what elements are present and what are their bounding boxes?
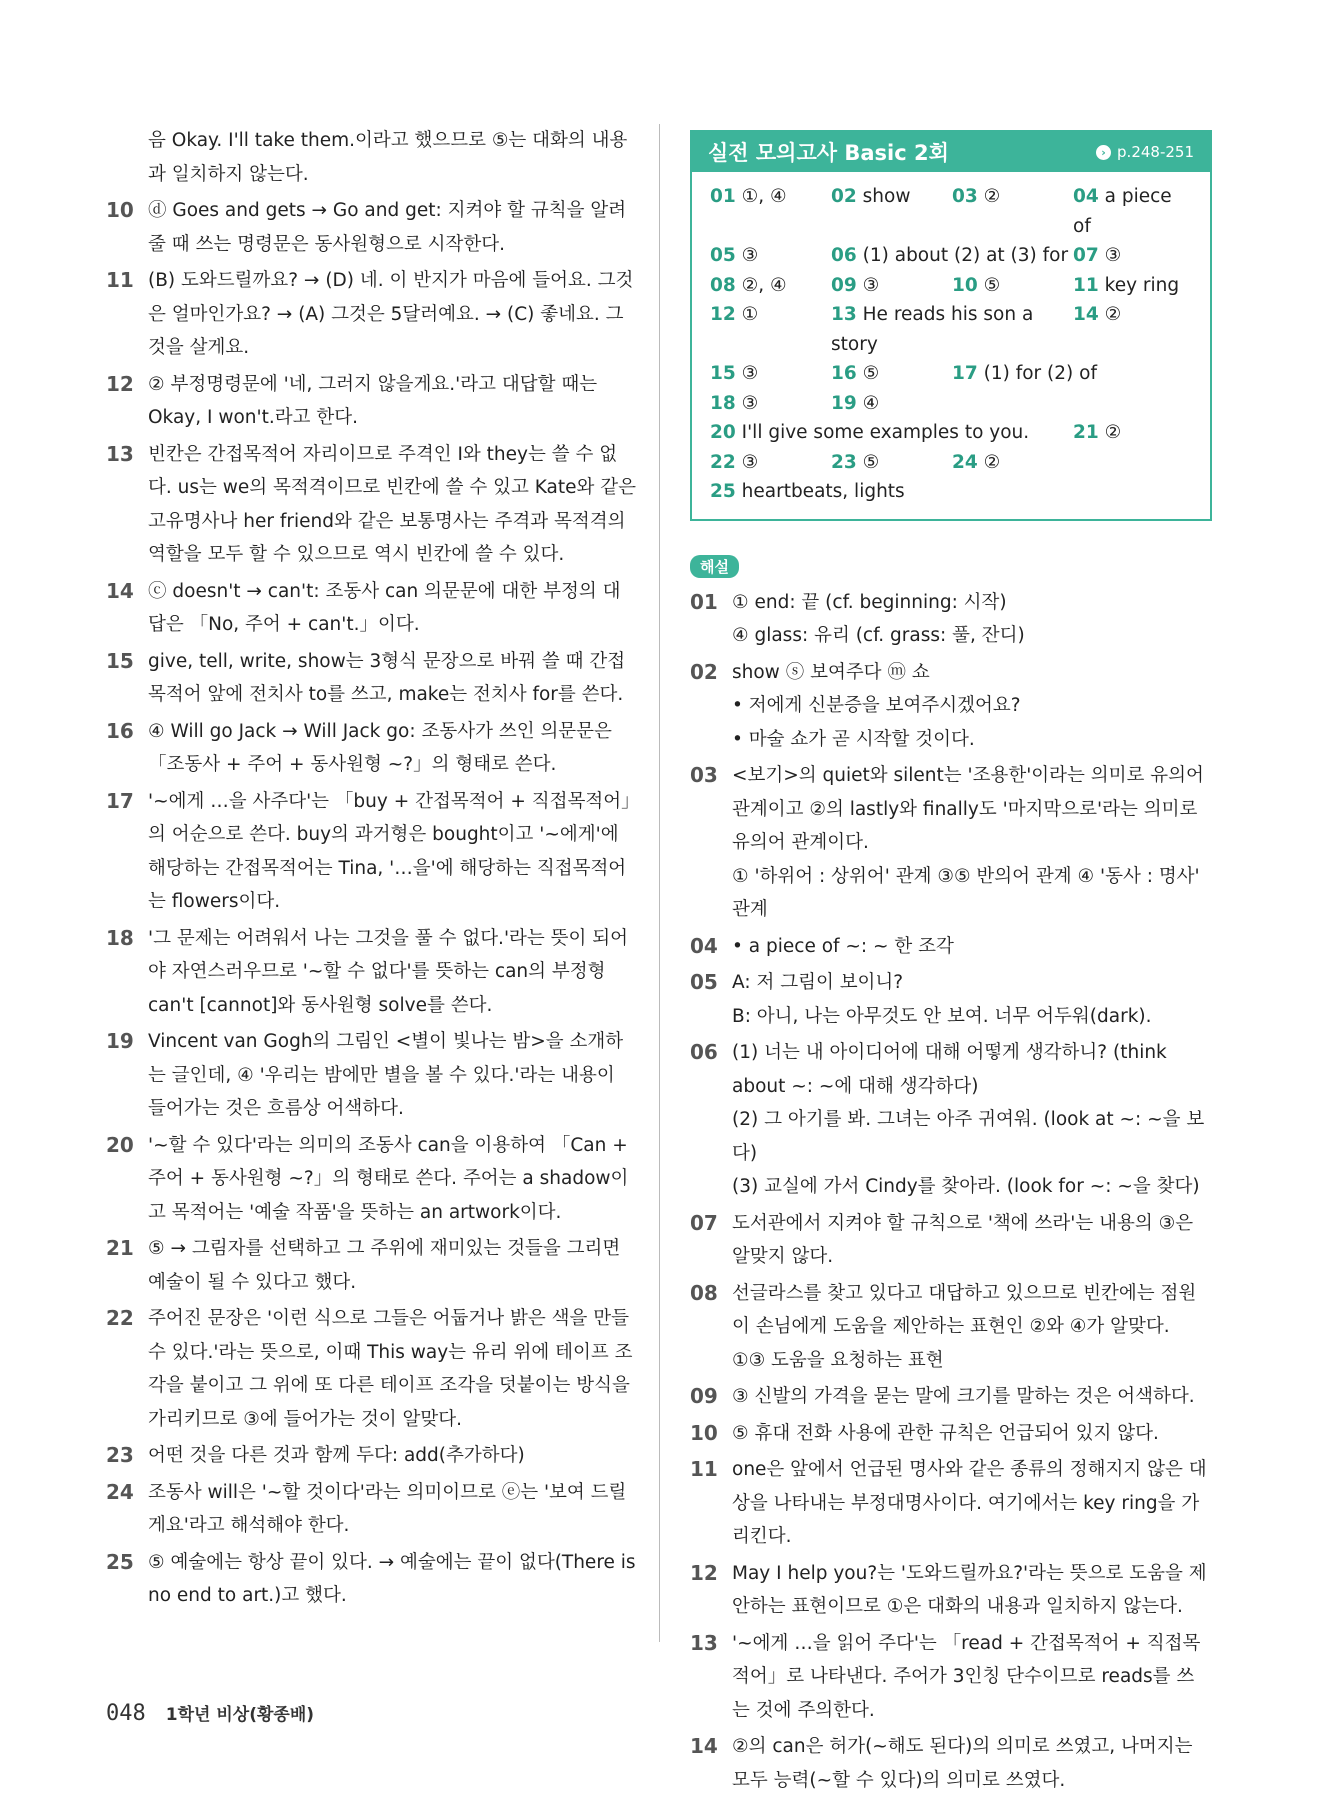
explanation-item [106,785,638,919]
answer-value: ⑤ [862,451,880,473]
item-text: '그 문제는 어려워서 나는 그것을 풀 수 없다.'라는 뜻이 되어야 자연스러우므로 '~할 수 없다'를 뜻하는 can의 부정형 can't [cannot]와 동사원형 solve를 쓴다. [148,927,629,1016]
answer-number: 25 [710,481,736,502]
answer-number: 22 [710,451,736,473]
item-text: <보기>의 quiet와 silent는 '조용한'이라는 의미로 유의어 관계이고 ②의 lastly와 finally도 '마지막으로'라는 의미로 유의어 관계이다. [732,765,1204,853]
item-text: '~에게 …을 읽어 주다'는 「read + 간접목적어 + 직접목적어」로 나타낸다. 주어가 3인칭 단수이므로 reads를 쓰는 것에 주의한다. [732,1632,1201,1721]
answer-cell [710,271,831,301]
answer-cell [831,241,1073,271]
explanation-item [690,1627,1212,1728]
item-number: 21 [106,1236,134,1260]
item-text: ⑤ → 그림자를 선택하고 그 주위에 재미있는 것들을 그리면 예술이 될 수 있다고 했다. [148,1238,621,1293]
item-text: ① end: 끝 (cf. beginning: 시작) [732,591,1007,613]
answer-number: 03 [952,186,978,207]
page-number: 048 [106,1701,146,1726]
answer-cell [710,477,1194,507]
answer-value: ③ [1104,245,1122,266]
answer-value: ③ [862,274,880,296]
explanation-item [690,656,1212,757]
explanation-item [106,575,638,642]
item-text: give, tell, write, show는 3형식 문장으로 바꿔 쓸 때 간접목적어 앞에 전치사 to를 쓰고, make는 전치사 for를 쓴다. [148,650,626,705]
item-number: 16 [106,718,134,743]
answer-number: 20 [710,422,736,443]
explanation-item [106,922,638,1023]
answer-number: 06 [831,245,857,266]
answer-value: ③ [741,451,759,473]
answer-value: ② [1104,422,1122,443]
answer-value: a piece of [1073,186,1172,237]
item-number: 08 [690,1280,718,1305]
explanation-item [106,1546,638,1613]
item-text: ②의 can은 허가(~해도 된다)의 의미로 쓰였고, 나머지는 모두 능력(~할 수 있다)의 의미로 쓰였다. [732,1736,1193,1791]
item-number: 02 [690,659,718,684]
item-text: Vincent van Gogh의 그림인 <별이 빛나는 밤>을 소개하는 글인데, ④ '우리는 밤에만 별을 볼 수 있다.'라는 내용이 들어가는 것은 흐름상 어색하다. [148,1031,624,1119]
answer-value: heartbeats, lights [741,481,905,502]
answer-number: 13 [831,304,857,325]
item-number: 06 [690,1040,718,1064]
item-number: 01 [690,589,718,614]
explanation-item [106,368,638,435]
answer-number: 17 [952,363,978,384]
answer-cell [710,389,831,419]
answer-number: 05 [710,245,736,266]
page-reference-text: p.248-251 [1117,143,1194,161]
answer-cell [831,359,952,389]
answer-value: ⑤ [983,274,1001,296]
page-reference [1096,143,1194,161]
item-number: 22 [106,1306,134,1330]
item-text: ①③ 도움을 요청하는 표현 [732,1349,944,1371]
item-number: 07 [690,1210,718,1235]
answer-number: 15 [710,363,736,384]
answer-box-header [692,132,1210,172]
item-text: ① '하위어 : 상위어' 관계 ③⑤ 반의어 관계 ④ '동사 : 명사' 관계 [732,865,1200,920]
answer-value: ②, ④ [741,274,787,296]
answer-cell [831,300,1073,359]
item-number: 23 [106,1443,134,1467]
item-number: 14 [106,578,134,603]
answer-value: I'll give some examples to you. [741,422,1030,443]
explanation-item [106,264,638,365]
answer-box [690,130,1212,521]
answer-number: 02 [831,186,857,207]
answer-cell [952,271,1073,301]
page-footer [106,1700,314,1726]
arrow-icon: › [1096,145,1111,160]
answer-cell [831,182,952,241]
answer-cell [831,448,952,478]
item-text: ④ glass: 유리 (cf. grass: 풀, 잔디) [732,625,1025,646]
item-text: ⑤ 예술에는 항상 끝이 있다. → 예술에는 끝이 없다(There is no end to art.)고 했다. [148,1551,636,1606]
explanation-item [690,1453,1212,1554]
explanation-item [106,438,638,572]
item-text: May I help you?는 '도와드릴까요?'라는 뜻으로 도움을 제안하는 표현이므로 ①은 대화의 내용과 일치하지 않는다. [732,1562,1207,1617]
answer-value: ② [1104,304,1122,325]
item-text: '~에게 …을 사주다'는 「buy + 간접목적어 + 직접목적어」의 어순으로 쓴다. buy의 과거형은 bought이고 '~에게'에 해당하는 간접목적어는 Tina, '…을'에 해당하는 직접목적어는 flowers이다. [148,790,631,912]
answer-value: He reads his son a story [831,304,1034,355]
item-number: 18 [106,925,134,950]
explanation-item [106,124,638,191]
item-text: ⓒ doesn't → can't: 조동사 can 의문문에 대한 부정의 대답은 「No, 주어 + can't.」이다. [148,580,621,635]
explanation-item [690,586,1212,653]
item-text: 조동사 will은 '~할 것이다'라는 의미이므로 ⓔ는 '보여 드릴게요'라고 해석해야 한다. [148,1481,627,1536]
explanation-item [690,930,1212,964]
item-text: (1) 너는 내 아이디어에 대해 어떻게 생각하니? (think about ~: ~에 대해 생각하다) [732,1042,1167,1097]
item-text: 주어진 문장은 '이런 식으로 그들은 어둡거나 밝은 색을 만들 수 있다.'라는 뜻으로, 이때 This way는 유리 위에 테이프 조각을 붙이고 그 위에 또 다른 테이프 조각을 덧붙이는 방식을 가리키므로 ③에 들어가는 것이 알맞다. [148,1308,633,1430]
answer-value: ④ [862,392,880,414]
answer-cell [710,418,1073,448]
explanation-item [690,1036,1212,1204]
explanation-item [106,1129,638,1230]
answer-cell [710,300,831,359]
item-number: 17 [106,788,134,813]
explanation-item [690,1557,1212,1624]
item-number: 14 [690,1734,718,1758]
answer-value: ①, ④ [741,186,787,207]
item-text: (3) 교실에 가서 Cindy를 찾아라. (look for ~: ~을 찾다) [732,1176,1200,1197]
answer-value: (1) about (2) at (3) for [862,245,1069,266]
answer-grid [692,172,1210,519]
answer-number: 24 [952,451,978,473]
item-number: 11 [690,1457,718,1481]
item-text: ⓓ Goes and gets → Go and get: 지켜야 할 규칙을 알려줄 때 쓰는 명령문은 동사원형으로 시작한다. [148,200,627,255]
right-column [690,130,1212,1800]
item-text: (B) 도와드릴까요? → (D) 네. 이 반지가 마음에 들어요. 그것은 얼마인가요? → (A) 그것은 5달러예요. → (C) 좋네요. 그것을 살게요. [148,270,634,358]
item-text: A: 저 그림이 보이니? [732,972,904,993]
explanation-item [690,1417,1212,1451]
answer-value: ③ [741,392,759,414]
answer-number: 21 [1073,422,1099,443]
item-number: 10 [106,198,134,222]
answer-value: ③ [741,245,759,266]
item-number: 11 [106,268,134,292]
answer-number: 12 [710,304,736,325]
item-number: 10 [690,1420,718,1445]
answer-value: ⑤ [862,363,880,384]
item-number: 20 [106,1132,134,1157]
answer-cell [831,271,952,301]
answer-number: 04 [1073,186,1099,207]
answer-cell [710,241,831,271]
explanation-item [690,1380,1212,1414]
answer-number: 08 [710,274,736,296]
explanation-item [106,1302,638,1436]
item-text: 빈칸은 간접목적어 자리이므로 주격인 I와 they는 쓸 수 없다. us는 we의 목적격이므로 빈칸에 쓸 수 있고 Kate와 같은 고유명사나 her friend와 같은 보통명사는 주격과 목적격의 역할을 모두 할 수 있으므로 역시 빈칸에 쓸 수 있다. [148,443,637,565]
item-text: ④ Will go Jack → Will Jack go: 조동사가 쓰인 의문문은 「조동사 + 주어 + 동사원형 ~?」의 형태로 쓴다. [148,720,612,775]
explanation-item [690,1730,1212,1797]
answer-cell [710,359,831,389]
answer-value: ③ [741,363,759,384]
answer-cell [1073,418,1194,448]
answer-number: 14 [1073,304,1099,325]
explanation-item [690,966,1212,1033]
item-number: 09 [690,1384,718,1408]
explanation-item [106,194,638,261]
answer-number: 11 [1073,274,1099,296]
item-number: 15 [106,648,134,673]
answer-value: ② [983,186,1001,207]
answer-cell [952,359,1194,389]
explanation-item [106,1439,638,1473]
explanation-item [690,1277,1212,1378]
explanation-item [106,1476,638,1543]
answer-cell [1073,182,1194,241]
answer-value: show [862,186,911,207]
explanation-item [106,1025,638,1126]
column-divider [659,124,660,1642]
answer-number: 07 [1073,245,1099,266]
item-text: 음 Okay. I'll take them.이라고 했으므로 ⑤는 대화의 내용과 일치하지 않는다. [148,130,628,185]
item-number: 12 [690,1560,718,1585]
answer-number: 10 [952,274,978,296]
item-number: 19 [106,1029,134,1053]
explanation-label: 해설 [690,555,739,578]
item-text: • 마술 쇼가 곧 시작할 것이다. [732,728,975,750]
item-text: one은 앞에서 언급된 명사와 같은 종류의 정해지지 않은 대상을 나타내는 부정대명사이다. 여기에서는 key ring을 가리킨다. [732,1459,1207,1547]
book-title: 1학년 비상(황종배) [165,1705,315,1725]
answer-cell [1073,241,1194,271]
item-number: 12 [106,371,134,396]
answer-cell [952,182,1073,241]
answer-value: ② [983,451,1001,473]
item-text: B: 아니, 나는 아무것도 안 보여. 너무 어두워(dark). [732,1005,1152,1027]
answer-number: 23 [831,451,857,473]
item-number: 03 [690,763,718,787]
answer-number: 16 [831,363,857,384]
item-number: 24 [106,1479,134,1504]
answer-cell [1073,300,1194,359]
item-text: • a piece of ~: ~ 한 조각 [732,935,954,957]
item-number: 25 [106,1549,134,1574]
explanation-item [690,1207,1212,1274]
answer-cell [831,389,1194,419]
item-text: ③ 신발의 가격을 묻는 말에 크기를 말하는 것은 어색하다. [732,1386,1195,1407]
answer-number: 01 [710,186,736,207]
left-column [106,124,638,1616]
item-text: ⑤ 휴대 전화 사용에 관한 규칙은 언급되어 있지 않다. [732,1422,1159,1444]
explanation-item [106,1232,638,1299]
item-text: ② 부정명령문에 '네, 그러지 않을게요.'라고 대답할 때는 Okay, I won't.라고 한다. [148,373,598,428]
answer-cell [710,448,831,478]
explanation-list [690,586,1212,1798]
answer-cell [1073,271,1194,301]
answer-value: key ring [1104,274,1180,296]
answer-value: ① [741,304,759,325]
answer-number: 19 [831,392,857,414]
item-number: 04 [690,933,718,958]
item-number: 05 [690,970,718,994]
explanation-item [690,759,1212,927]
answer-cell [952,448,1194,478]
item-text: show ⓢ 보여주다 ⓜ 쇼 [732,661,930,683]
item-number: 13 [690,1630,718,1655]
answer-cell [710,182,831,241]
explanation-item [106,645,638,712]
item-text: 선글라스를 찾고 있다고 대답하고 있으므로 빈칸에는 점원이 손님에게 도움을 제안하는 표현인 ②와 ④가 알맞다. [732,1282,1197,1337]
item-text: (2) 그 아기를 봐. 그녀는 아주 귀여워. (look at ~: ~을 보다) [732,1109,1205,1164]
answer-number: 09 [831,274,857,296]
item-text: • 저에게 신분증을 보여주시겠어요? [732,695,1021,716]
answer-number: 18 [710,392,736,414]
answer-box-title: 실전 모의고사 Basic 2회 [708,141,949,165]
item-text: 어떤 것을 다른 것과 함께 두다: add(추가하다) [148,1445,525,1466]
item-number: 13 [106,441,134,466]
answer-value: (1) for (2) of [983,363,1097,384]
explanation-item [106,715,638,782]
item-text: 도서관에서 지켜야 할 규칙으로 '책에 쓰라'는 내용의 ③은 알맞지 않다. [732,1212,1194,1267]
item-text: '~할 수 있다'라는 의미의 조동사 can을 이용하여 「Can + 주어 + 동사원형 ~?」의 형태로 쓴다. 주어는 a shadow이고 목적어는 '예술 작품'을 뜻하는 an artwork이다. [148,1134,629,1223]
